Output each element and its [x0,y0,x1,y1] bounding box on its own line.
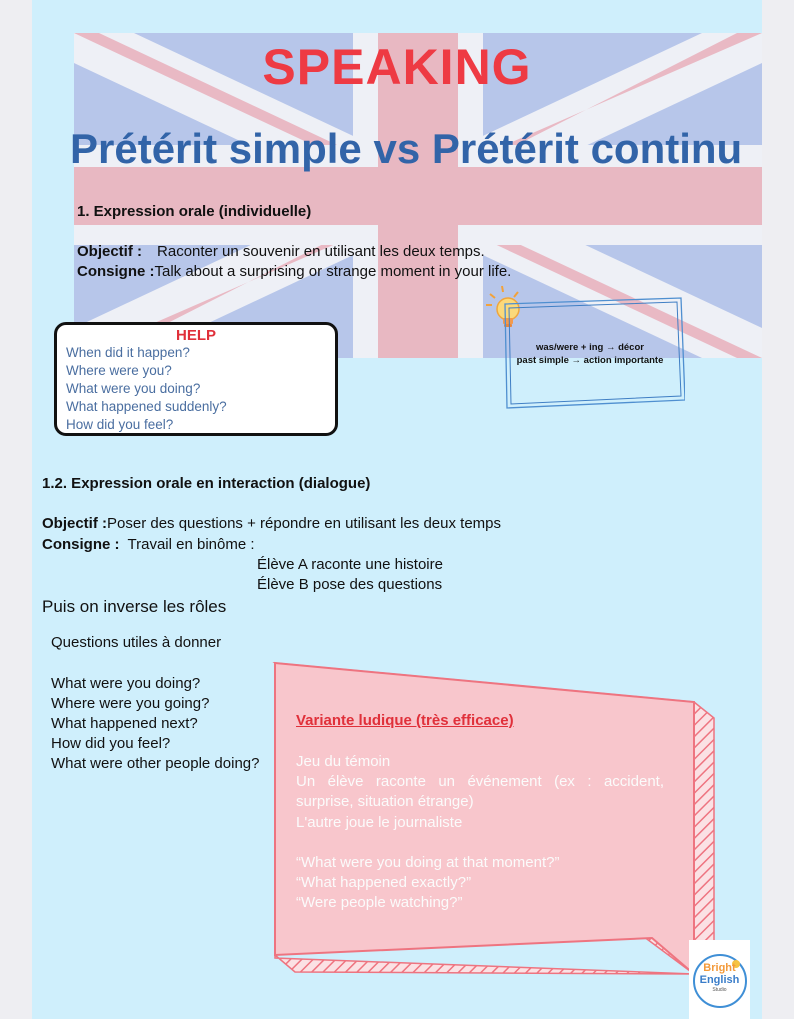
section1-instruction [77,263,511,280]
objective-label: Objectif : [77,243,143,260]
help-question: What happened suddenly? [66,399,227,414]
objective-text: Raconter un souvenir en utilisant les deux temps. [157,243,485,260]
objective-text: Poser des questions + répondre en utilisant les deux temps [107,515,501,532]
variant-game-name: Jeu du témoin [296,753,391,770]
rule-line-simple: past simple → action importante [516,355,664,366]
role-b: Élève B pose des questions [257,576,443,593]
page-title: SPEAKING [262,39,532,95]
section1-heading: 1. Expression orale (individuelle) [77,203,312,220]
section2-heading: 1.2. Expression orale en interaction (dialogue) [42,475,371,492]
variant-title: Variante ludique (très efficace) [296,712,514,729]
useful-question: Where were you going? [51,695,210,712]
section1-objective [77,243,485,260]
bright-english-logo [689,940,750,1019]
help-question: What were you doing? [66,381,201,396]
logo-word-bright: Bright [703,962,736,974]
instruction-text: Talk about a surprising or strange moment in your life. [154,263,512,280]
instruction-label: Consigne : [42,536,120,553]
objective-label: Objectif : [42,515,108,532]
instruction-text: Travail en binôme : [127,536,255,553]
rule-line-continuous: was/were + ing → décor [536,342,644,353]
help-box [54,322,338,436]
logo-word-studio: Studio [712,987,727,993]
variant-description-line: Un élève raconte un événement (ex : accident, [296,773,664,790]
useful-question: What were you doing? [51,675,201,692]
help-question: Where were you? [66,363,172,378]
section2-objective [42,515,501,532]
help-question: How did you feel? [66,417,174,432]
variant-quote: “What were you doing at that moment?” [296,854,560,871]
useful-question: What happened next? [51,715,198,732]
grammar-rule-box [503,296,685,410]
useful-question: How did you feel? [51,735,171,752]
variant-description-line: L'autre joue le journaliste [296,814,463,831]
help-title: HELP [175,327,216,344]
page-subtitle: Prétérit simple vs Prétérit continu [70,125,743,172]
useful-question: What were other people doing? [51,755,260,772]
swap-roles: Puis on inverse les rôles [42,597,227,616]
variant-description-line: surprise, situation étrange) [296,793,474,810]
useful-questions-title: Questions utiles à donner [51,634,222,651]
variant-quote: “Were people watching?” [296,894,463,911]
role-a: Élève A raconte une histoire [257,556,443,573]
help-question: When did it happen? [66,345,190,360]
instruction-label: Consigne : [77,263,155,280]
section2-instruction [42,536,255,553]
logo-word-english: English [699,974,740,986]
worksheet-page [32,0,762,1019]
variant-quote: “What happened exactly?” [296,874,472,891]
